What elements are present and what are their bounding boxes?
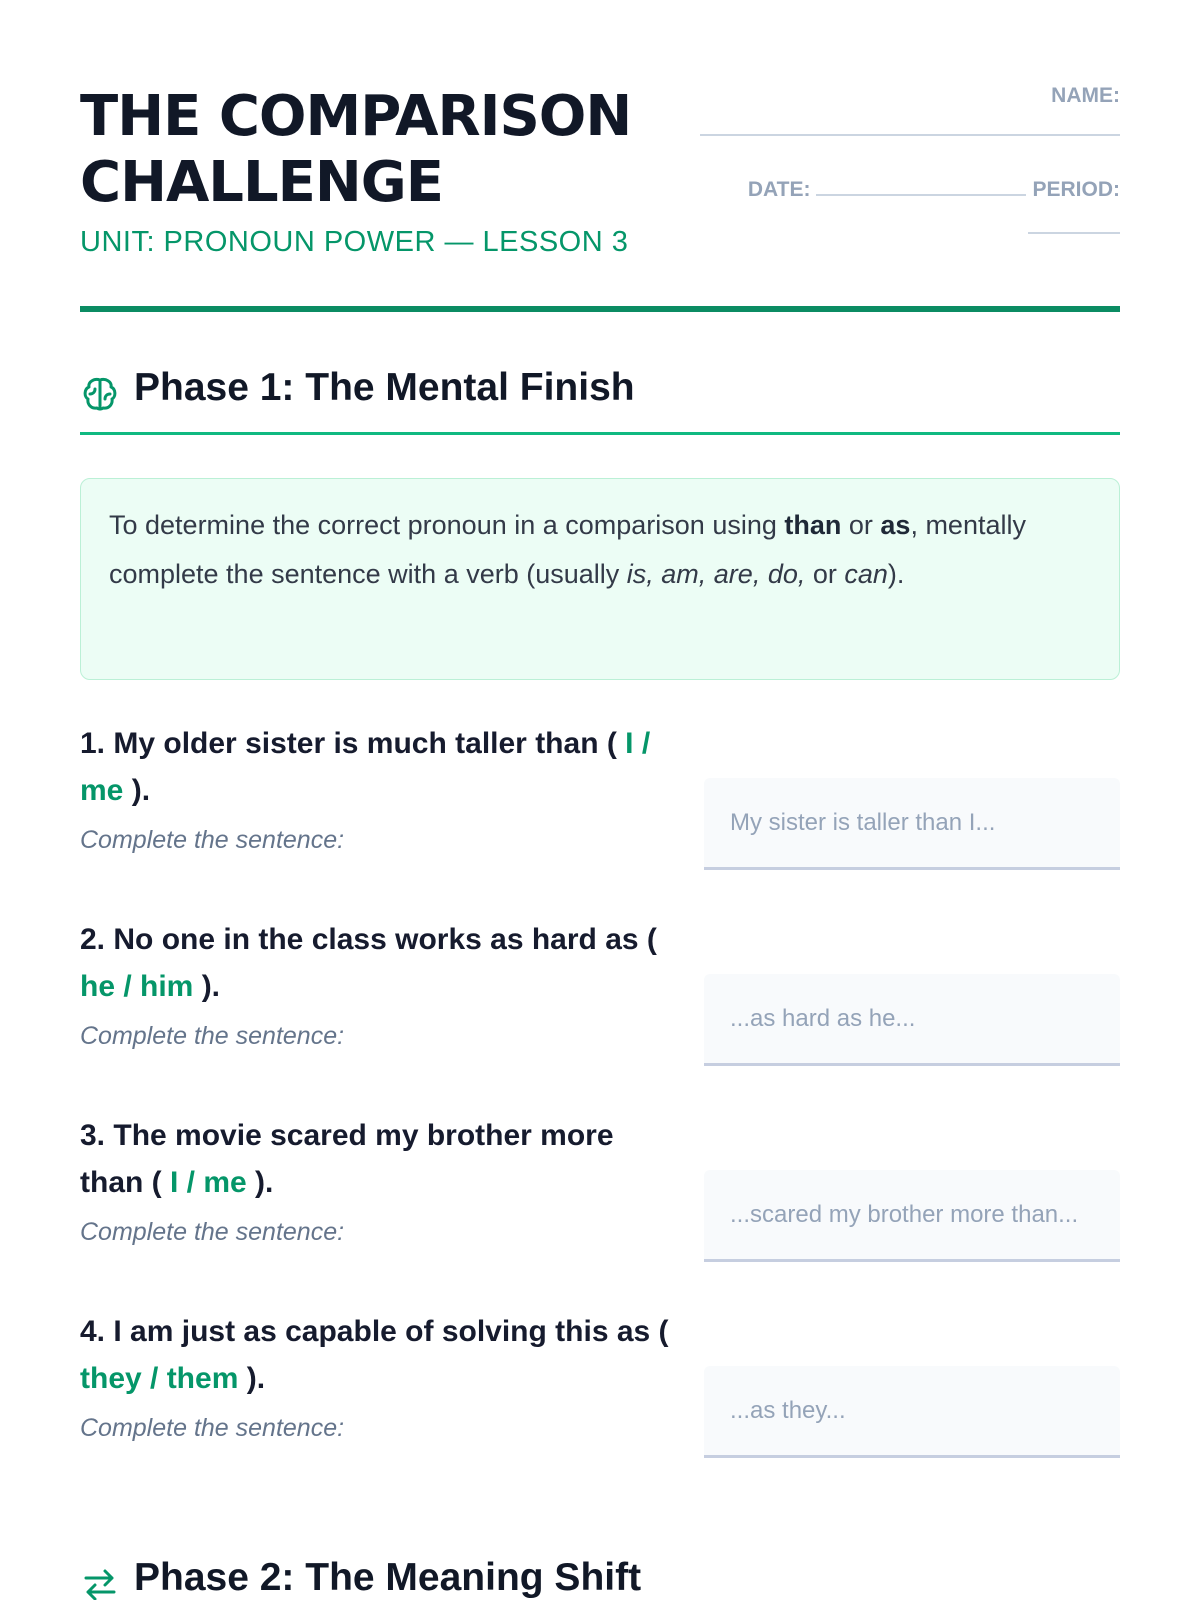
keyword-than: than <box>784 510 842 540</box>
answer-field[interactable] <box>704 1170 1120 1262</box>
answer-placeholder: ...as hard as he... <box>730 1004 916 1032</box>
phase-1-heading <box>80 366 1120 426</box>
instruction-text: or <box>841 510 881 540</box>
instruction-text: , mentally complete the sentence with a verb (usually <box>109 510 1026 589</box>
answer-field[interactable] <box>704 1366 1120 1458</box>
instruction-callout <box>80 478 1120 680</box>
period-field[interactable] <box>1028 232 1120 234</box>
header-divider <box>80 306 1120 312</box>
question-number: 1. <box>80 727 106 760</box>
question-item <box>80 720 1120 900</box>
question-sentence: My older sister is much taller than ( <box>113 727 617 760</box>
period-label: PERIOD: <box>1032 178 1120 201</box>
question-sentence: No one in the class works as hard as ( <box>113 923 657 956</box>
keyword-as: as <box>880 510 911 540</box>
swap-arrows-icon <box>80 1564 120 1600</box>
worksheet-page <box>80 0 1120 1600</box>
question-hint: Complete the sentence: <box>80 1218 345 1246</box>
question-end: ). <box>255 1166 274 1199</box>
answer-field[interactable] <box>704 778 1120 870</box>
question-number: 2. <box>80 923 106 956</box>
question-text <box>80 1112 680 1206</box>
pronoun-choices: I / me <box>80 727 651 807</box>
name-label: NAME: <box>1051 84 1120 107</box>
worksheet-header <box>80 84 1120 314</box>
question-item <box>80 1308 1120 1488</box>
pronoun-choices: he / him <box>80 970 202 1003</box>
phase-1-divider <box>80 432 1120 435</box>
question-end: ). <box>131 774 151 807</box>
question-sentence: The movie scared my brother more than ( <box>80 1119 614 1199</box>
verb-can: can <box>844 559 888 589</box>
question-hint: Complete the sentence: <box>80 1414 345 1442</box>
question-hint: Complete the sentence: <box>80 826 345 854</box>
unit-subtitle: UNIT: PRONOUN POWER — LESSON 3 <box>80 226 629 258</box>
phase-2-title: Phase 2: The Meaning Shift <box>134 1556 642 1599</box>
date-field[interactable] <box>816 176 1026 196</box>
phase-2-heading <box>80 1556 1120 1600</box>
question-text <box>80 1308 680 1402</box>
date-period-row <box>748 176 1120 202</box>
answer-placeholder: My sister is taller than I... <box>730 808 996 836</box>
question-text <box>80 916 680 1010</box>
name-field[interactable] <box>700 134 1120 136</box>
phase-1-title: Phase 1: The Mental Finish <box>134 366 635 409</box>
instruction-text: To determine the correct pronoun in a comparison using <box>109 510 785 540</box>
pronoun-choices: they / them <box>80 1362 247 1395</box>
question-hint: Complete the sentence: <box>80 1022 345 1050</box>
question-end: ). <box>201 970 221 1003</box>
pronoun-choices: I / me <box>161 1166 256 1199</box>
date-label: DATE: <box>747 178 811 201</box>
student-info <box>700 84 1120 244</box>
question-number: 4. <box>80 1315 106 1348</box>
question-end: ). <box>246 1362 266 1395</box>
answer-placeholder: ...as they... <box>730 1396 846 1424</box>
question-item <box>80 1112 1120 1292</box>
question-text <box>80 720 680 814</box>
instruction-text: ). <box>887 559 905 589</box>
question-sentence: I am just as capable of solving this as ( <box>113 1315 669 1348</box>
instruction-text: or <box>805 559 845 589</box>
question-item <box>80 916 1120 1096</box>
answer-placeholder: ...scared my brother more than... <box>730 1200 1079 1228</box>
brain-icon <box>80 374 120 414</box>
verb-list: is, am, are, do, <box>626 559 806 589</box>
worksheet-title: THE COMPARISON CHALLENGE <box>80 84 632 215</box>
answer-field[interactable] <box>704 974 1120 1066</box>
question-number: 3. <box>80 1119 106 1152</box>
